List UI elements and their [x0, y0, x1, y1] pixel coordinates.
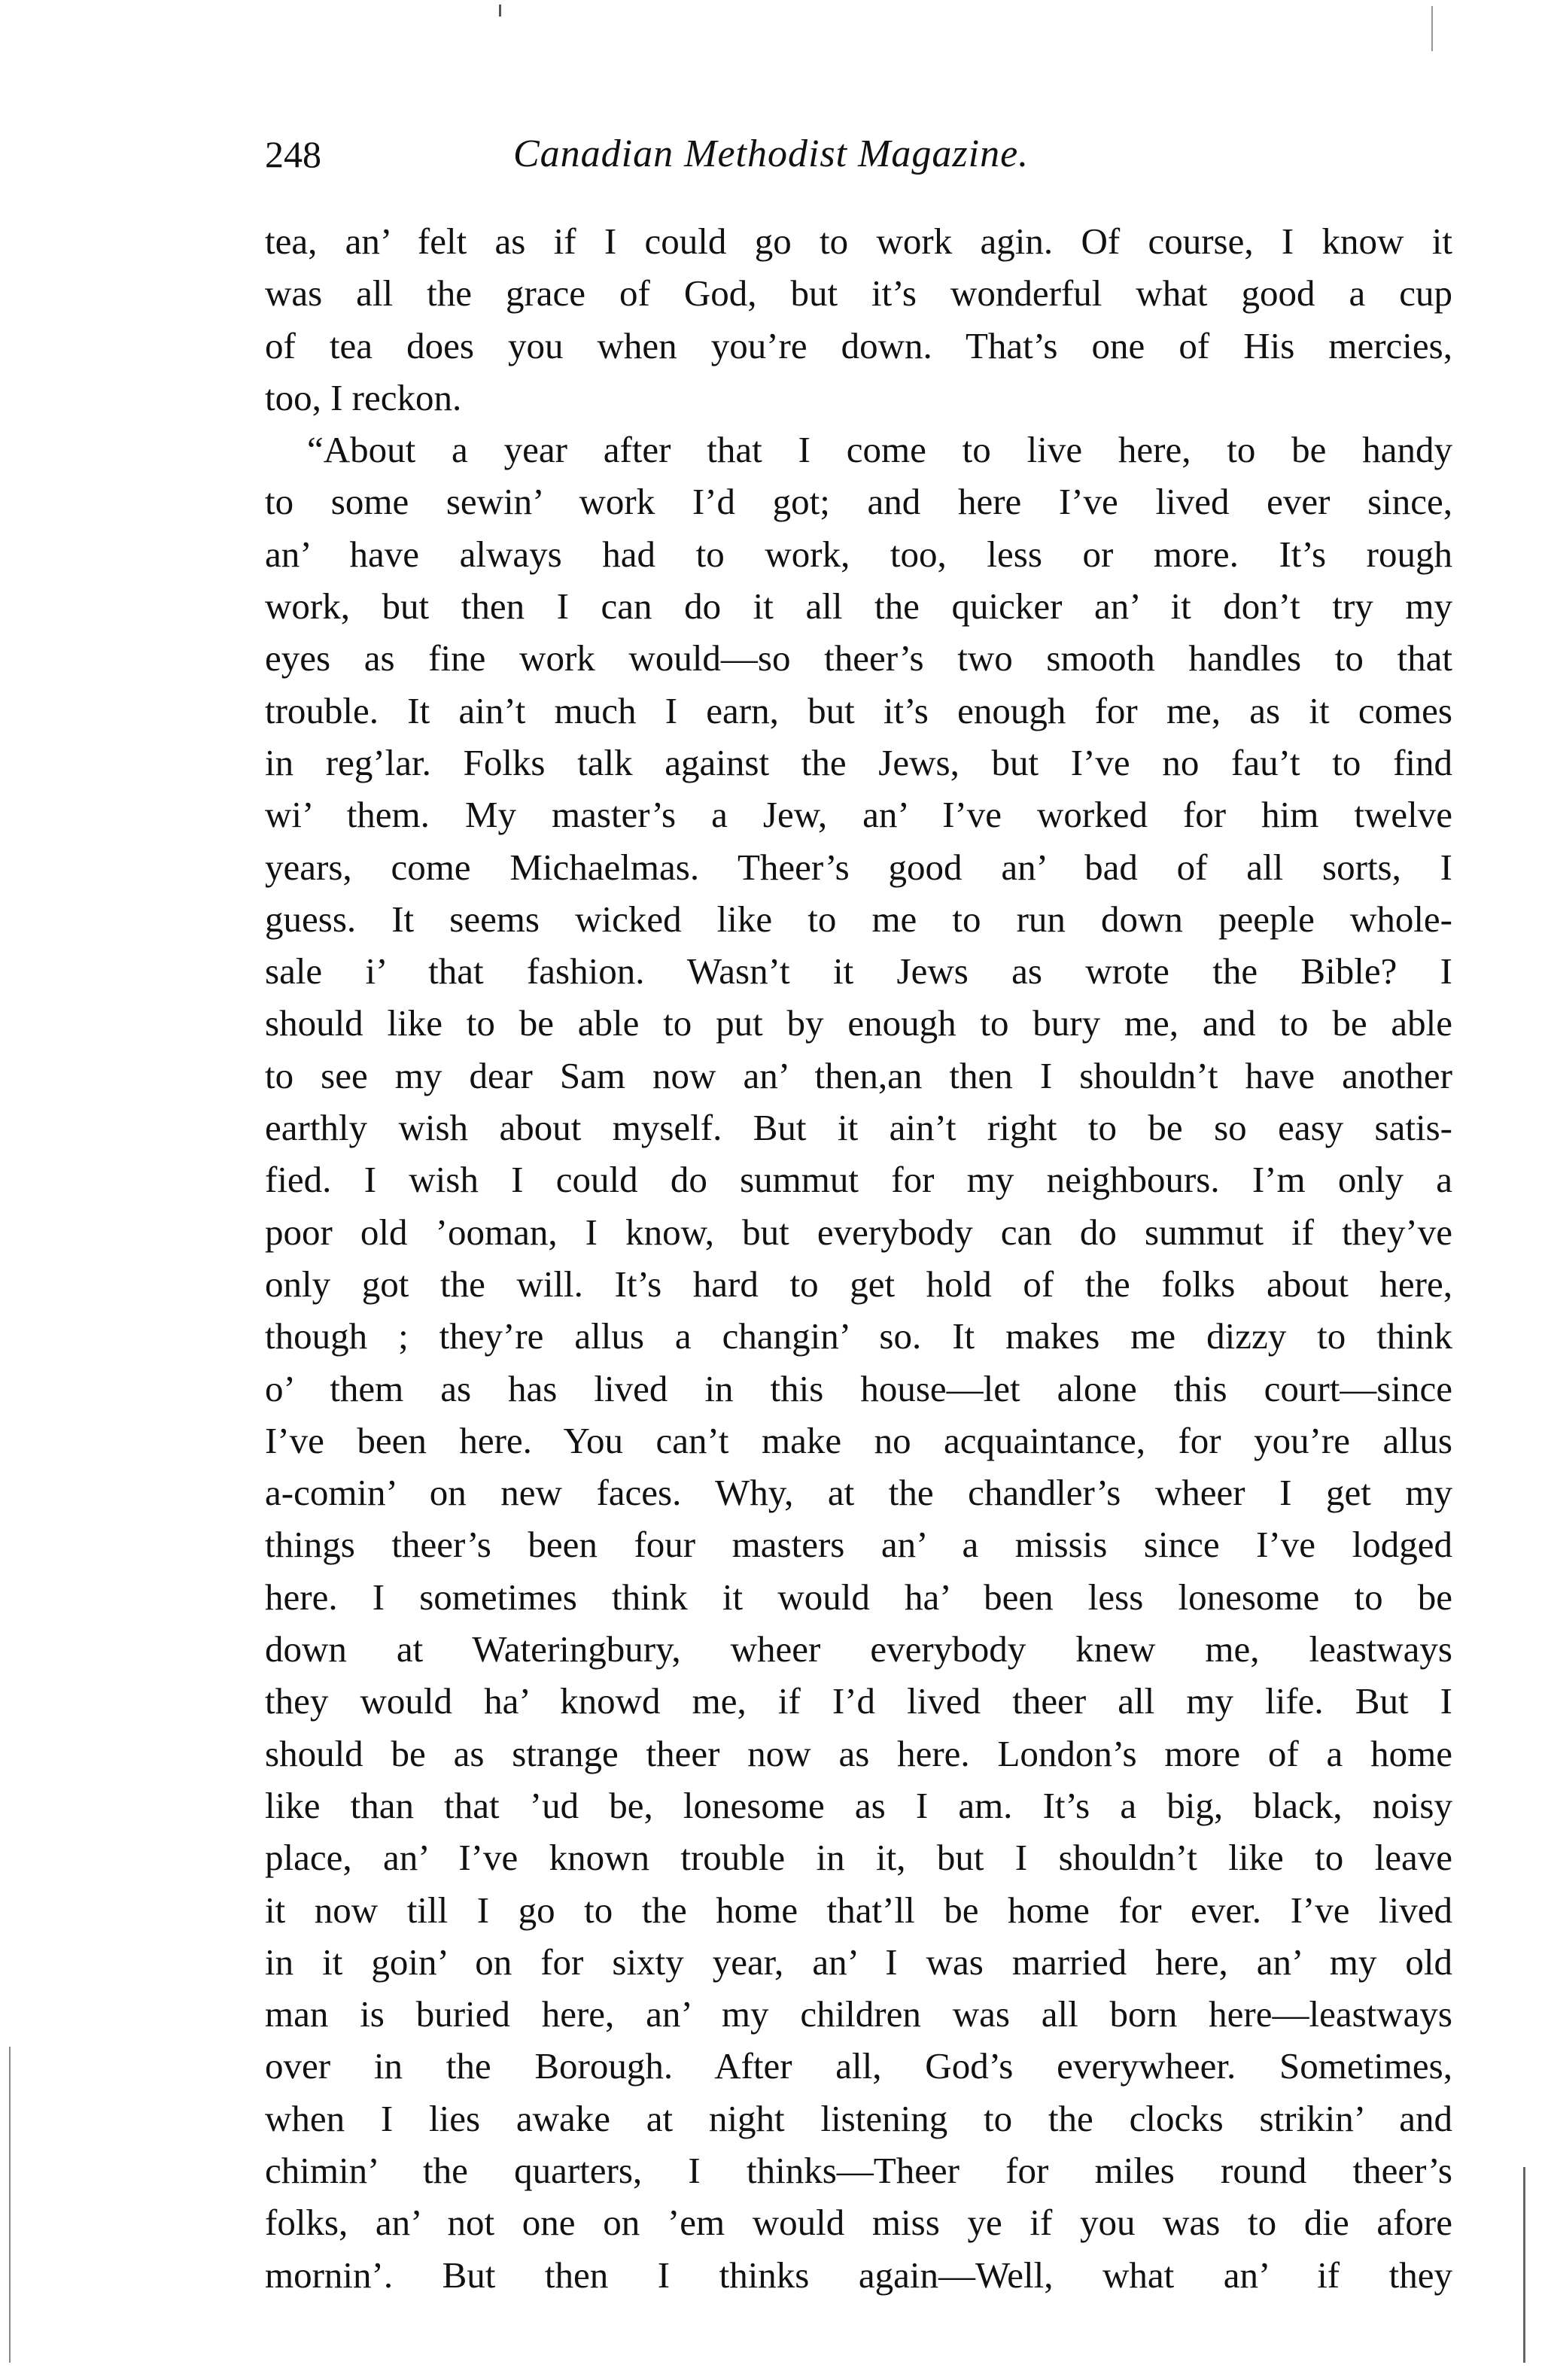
text-line: like than that ’ud be, lonesome as I am. It’s a big, black, noisy — [265, 1784, 1452, 1826]
text-line: sale i’ that fashion. Wasn’t it Jews as wrote the Bible? I — [265, 950, 1452, 992]
text-line: it now till I go to the home that’ll be home for ever. I’ve lived — [265, 1889, 1452, 1931]
text-line: trouble. It ain’t much I earn, but it’s enough for me, as it comes — [265, 689, 1452, 731]
scan-edge-mark — [1431, 6, 1433, 51]
text-line: mornin’. But then I thinks again—Well, what an’ if they — [265, 2254, 1452, 2296]
text-line: they would ha’ knowd me, if I’d lived theer all my life. But I — [265, 1680, 1452, 1722]
text-line: place, an’ I’ve known trouble in it, but I shouldn’t like to leave — [265, 1837, 1452, 1879]
text-line: “About a year after that I come to live here, to be handy — [307, 429, 1452, 471]
text-line: I’ve been here. You can’t make no acquaintance, for you’re allus — [265, 1419, 1452, 1461]
text-line: should like to be able to put by enough to bury me, and to be able — [265, 1002, 1452, 1044]
text-line: things theer’s been four masters an’ a missis since I’ve lodged — [265, 1524, 1452, 1566]
text-line: here. I sometimes think it would ha’ been less lonesome to be — [265, 1576, 1452, 1618]
text-line: was all the grace of God, but it’s wonderful what good a cup — [265, 272, 1452, 315]
text-line: in it goin’ on for sixty year, an’ I was married here, an’ my old — [265, 1941, 1452, 1983]
text-line: too, I reckon. — [265, 376, 462, 418]
text-line: chimin’ the quarters, I thinks—Theer for miles round theer’s — [265, 2149, 1452, 2191]
text-line: a-comin’ on new faces. Why, at the chandler’s wheer I get my — [265, 1472, 1452, 1514]
scan-edge-mark — [499, 5, 501, 17]
running-title: Canadian Methodist Magazine. — [513, 132, 1029, 175]
scan-edge-mark — [9, 2047, 11, 2363]
text-line: when I lies awake at night listening to the clocks strikin’ and — [265, 2097, 1452, 2139]
text-line: fied. I wish I could do summut for my neighbours. I’m only a — [265, 1159, 1452, 1201]
text-line: earthly wish about myself. But it ain’t right to be so easy satis- — [265, 1107, 1452, 1149]
body-text — [265, 215, 1452, 2301]
text-line: should be as strange theer now as here. London’s more of a home — [265, 1732, 1452, 1774]
text-line: folks, an’ not one on ’em would miss ye if you was to die afore — [265, 2202, 1452, 2244]
text-line: work, but then I can do it all the quicker an’ it don’t try my — [265, 585, 1452, 628]
text-line: years, come Michaelmas. Theer’s good an’ bad of all sorts, I — [265, 846, 1452, 888]
scan-edge-mark — [1523, 2167, 1525, 2363]
text-line: down at Wateringbury, wheer everybody knew me, leastways — [265, 1628, 1452, 1670]
text-line: though ; they’re allus a changin’ so. It makes me dizzy to think — [265, 1315, 1452, 1357]
text-line: o’ them as has lived in this house—let alone this court—since — [265, 1367, 1452, 1409]
text-line: to see my dear Sam now an’ then,an then I shouldn’t have another — [265, 1054, 1452, 1096]
text-line: poor old ’ooman, I know, but everybody can do summut if they’ve — [265, 1211, 1452, 1253]
text-line: guess. It seems wicked like to me to run down peeple whole- — [265, 898, 1452, 940]
text-line: eyes as fine work would—so theer’s two smooth handles to that — [265, 637, 1452, 679]
text-line: in reg’lar. Folks talk against the Jews, but I’ve no fau’t to find — [265, 741, 1452, 783]
text-line: wi’ them. My master’s a Jew, an’ I’ve worked for him twelve — [265, 794, 1452, 836]
text-line: tea, an’ felt as if I could go to work agin. Of course, I know it — [265, 220, 1452, 262]
text-line: man is buried here, an’ my children was all born here—leastways — [265, 1993, 1452, 2035]
text-line: only got the will. It’s hard to get hold of the folks about here, — [265, 1263, 1452, 1305]
text-line: over in the Borough. After all, God’s everywheer. Sometimes, — [265, 2045, 1452, 2087]
text-line: of tea does you when you’re down. That’s one of His mercies, — [265, 324, 1452, 366]
text-line: an’ have always had to work, too, less or more. It’s rough — [265, 533, 1452, 575]
page-header — [265, 128, 1439, 188]
page-number: 248 — [265, 133, 321, 175]
text-line: to some sewin’ work I’d got; and here I’ve lived ever since, — [265, 481, 1452, 523]
